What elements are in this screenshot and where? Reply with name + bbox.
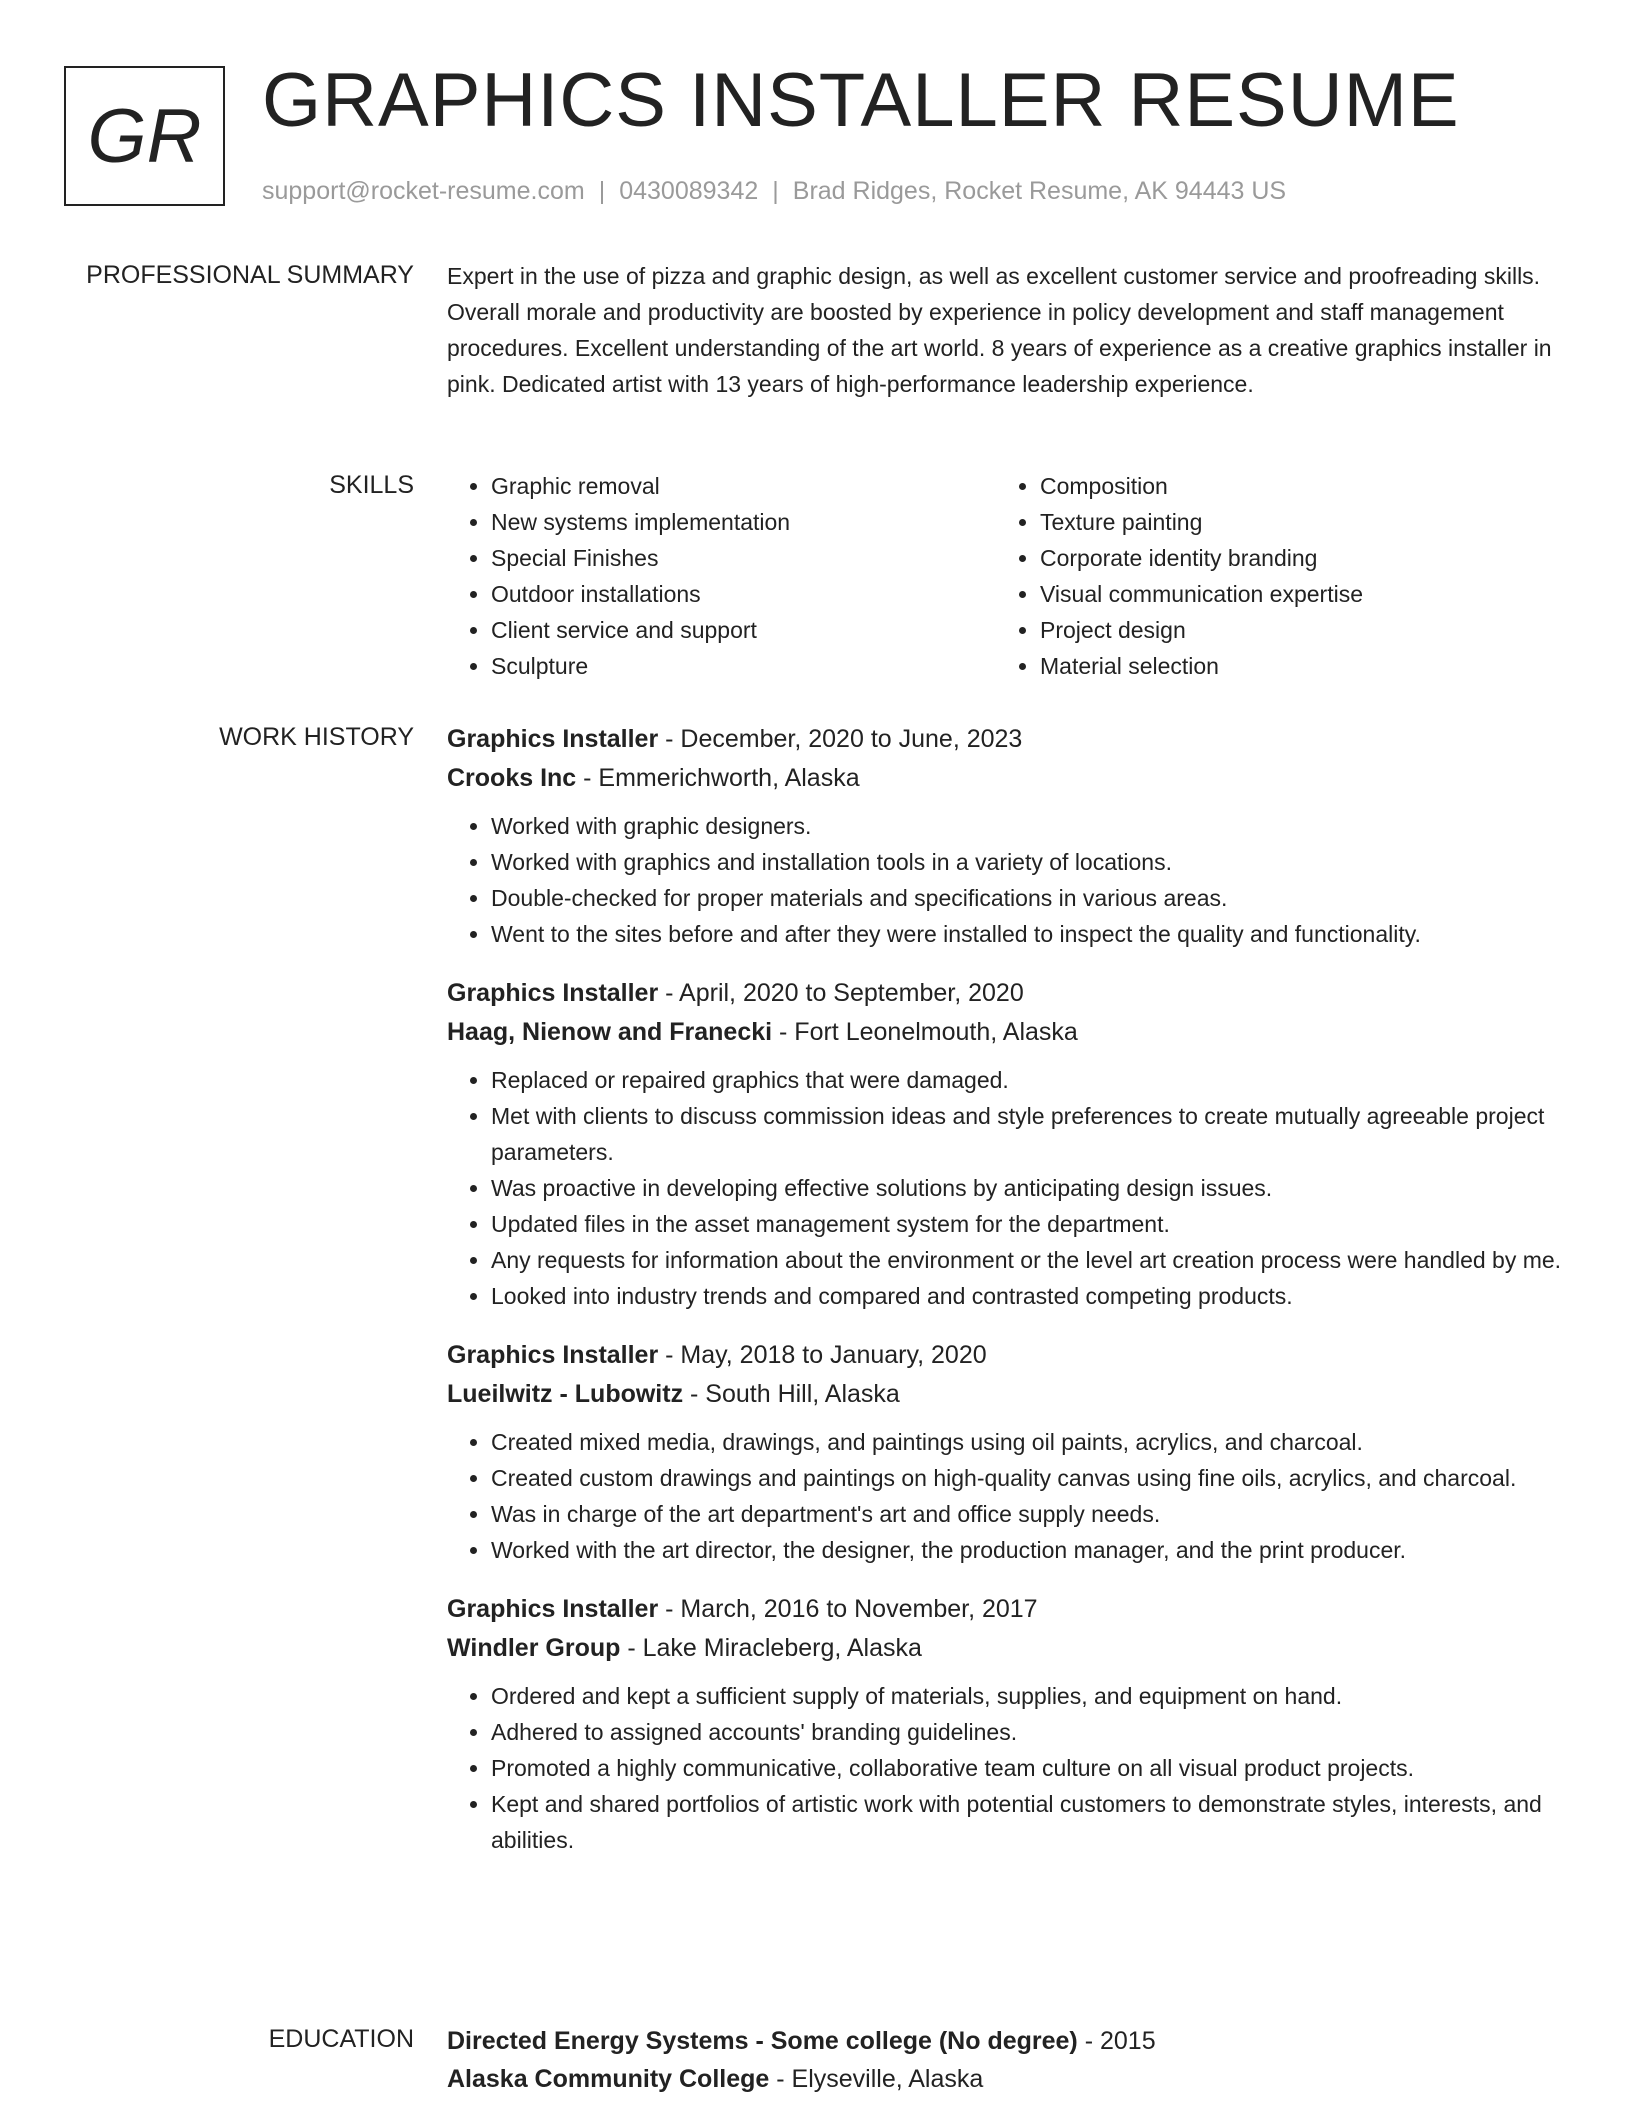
job-bullets xyxy=(447,1062,1567,1314)
skill-item: • Sculpture xyxy=(491,648,996,684)
job-location: - Emmerichworth, Alaska xyxy=(576,764,860,792)
job-bullet: • Created mixed media, drawings, and paintings using oil paints, acrylics, and charcoal. xyxy=(491,1424,1567,1460)
job-bullet: • Looked into industry trends and compared and contrasted competing products. xyxy=(491,1278,1567,1314)
job-title: Graphics Installer xyxy=(447,725,659,753)
resume-title: GRAPHICS INSTALLER RESUME xyxy=(262,58,1460,143)
contact-address: Brad Ridges, Rocket Resume, AK 94443 US xyxy=(792,177,1287,205)
job-dates: - May, 2018 to January, 2020 xyxy=(658,1341,987,1369)
contact-email[interactable]: support@rocket-resume.com xyxy=(262,177,585,205)
contact-phone[interactable]: 0430089342 xyxy=(619,177,759,205)
skill-item: • Graphic removal xyxy=(491,468,996,504)
job-entry xyxy=(447,1590,1567,1858)
education-heading: EDUCATION xyxy=(268,2025,414,2053)
job-title: Graphics Installer xyxy=(447,1595,659,1623)
job-dates: - April, 2020 to September, 2020 xyxy=(658,979,1024,1007)
education-location: - Elyseville, Alaska xyxy=(769,2065,984,2093)
skill-item: • Visual communication expertise xyxy=(1040,576,1545,612)
work-history-heading: WORK HISTORY xyxy=(219,723,414,751)
skill-item: • Material selection xyxy=(1040,648,1545,684)
job-location: - South Hill, Alaska xyxy=(683,1380,900,1408)
skill-item: • Outdoor installations xyxy=(491,576,996,612)
job-bullet: • Ordered and kept a sufficient supply of materials, supplies, and equipment on hand. xyxy=(491,1678,1567,1714)
job-bullet: • Double-checked for proper materials and specifications in various areas. xyxy=(491,880,1567,916)
job-company: Crooks Inc xyxy=(447,764,577,792)
job-bullet: • Was in charge of the art department's art and office supply needs. xyxy=(491,1496,1567,1532)
skill-item: • Client service and support xyxy=(491,612,996,648)
education-year: - 2015 xyxy=(1077,2027,1156,2055)
job-bullets xyxy=(447,1424,1567,1568)
job-bullet: • Met with clients to discuss commission ideas and style preferences to create mutually agreeable project parameters. xyxy=(491,1098,1567,1170)
job-company-line xyxy=(447,1374,1567,1414)
job-company: Haag, Nienow and Franecki xyxy=(447,1018,773,1046)
job-bullet: • Was proactive in developing effective solutions by anticipating design issues. xyxy=(491,1170,1567,1206)
job-bullet: • Kept and shared portfolios of artistic work with potential customers to demonstrate styles, interests, and abilities. xyxy=(491,1786,1567,1858)
skill-item: • Special Finishes xyxy=(491,540,996,576)
job-company-line xyxy=(447,1628,1567,1668)
job-title-line xyxy=(447,974,1567,1012)
summary-text: Expert in the use of pizza and graphic design, as well as excellent customer service and proofreading skills. Overall morale and productivity are boosted by experience in policy development and staff management procedures. Excellent understanding of the art world. 8 years of experience as a creative graphics installer in pink. Dedicated artist with 13 years of high-performance leadership experience. xyxy=(447,263,1552,397)
skills-list-left xyxy=(447,468,996,684)
job-bullet: • Worked with the art director, the designer, the production manager, and the print producer. xyxy=(491,1532,1567,1568)
job-location: - Lake Miracleberg, Alaska xyxy=(620,1634,922,1662)
skills-list-right xyxy=(996,468,1545,684)
job-dates: - March, 2016 to November, 2017 xyxy=(658,1595,1038,1623)
job-title: Graphics Installer xyxy=(447,979,659,1007)
education-school: Alaska Community College xyxy=(447,2065,770,2093)
job-bullet: • Worked with graphics and installation tools in a variety of locations. xyxy=(491,844,1567,880)
monogram-logo: GR xyxy=(64,66,225,206)
job-bullets xyxy=(447,808,1567,952)
education-degree-line xyxy=(447,2022,1567,2060)
job-bullet: • Went to the sites before and after they were installed to inspect the quality and functionality. xyxy=(491,916,1567,952)
job-title-line xyxy=(447,1336,1567,1374)
job-location: - Fort Leonelmouth, Alaska xyxy=(772,1018,1078,1046)
job-bullets xyxy=(447,1678,1567,1858)
contact-separator: | xyxy=(598,177,606,205)
job-bullet: • Adhered to assigned accounts' branding guidelines. xyxy=(491,1714,1567,1750)
job-bullet: • Any requests for information about the environment or the level art creation process were handled by me. xyxy=(491,1242,1567,1278)
job-entry xyxy=(447,1336,1567,1568)
skill-item: • Texture painting xyxy=(1040,504,1545,540)
job-bullet: • Replaced or repaired graphics that were damaged. xyxy=(491,1062,1567,1098)
job-entry xyxy=(447,720,1567,952)
contact-separator: | xyxy=(772,177,779,205)
job-bullet: • Worked with graphic designers. xyxy=(491,808,1567,844)
skill-item: • New systems implementation xyxy=(491,504,996,540)
job-title-line xyxy=(447,1590,1567,1628)
job-dates: - December, 2020 to June, 2023 xyxy=(658,725,1023,753)
education-school-line xyxy=(447,2060,1567,2098)
job-company-line xyxy=(447,758,1567,798)
skills-heading: SKILLS xyxy=(329,471,414,499)
job-title-line xyxy=(447,720,1567,758)
skill-item: • Corporate identity branding xyxy=(1040,540,1545,576)
job-bullet: • Created custom drawings and paintings on high-quality canvas using fine oils, acrylics, and charcoal. xyxy=(491,1460,1567,1496)
job-entry xyxy=(447,974,1567,1314)
job-bullet: • Updated files in the asset management system for the department. xyxy=(491,1206,1567,1242)
education-degree: Directed Energy Systems - Some college (No degree) xyxy=(447,2027,1078,2055)
job-title: Graphics Installer xyxy=(447,1341,659,1369)
job-bullet: • Promoted a highly communicative, collaborative team culture on all visual product projects. xyxy=(491,1750,1567,1786)
summary-heading: PROFESSIONAL SUMMARY xyxy=(86,261,414,289)
contact-line xyxy=(262,174,1286,208)
skill-item: • Project design xyxy=(1040,612,1545,648)
skill-item: • Composition xyxy=(1040,468,1545,504)
job-company-line xyxy=(447,1012,1567,1052)
job-company: Lueilwitz - Lubowitz xyxy=(447,1380,684,1408)
job-company: Windler Group xyxy=(447,1634,621,1662)
